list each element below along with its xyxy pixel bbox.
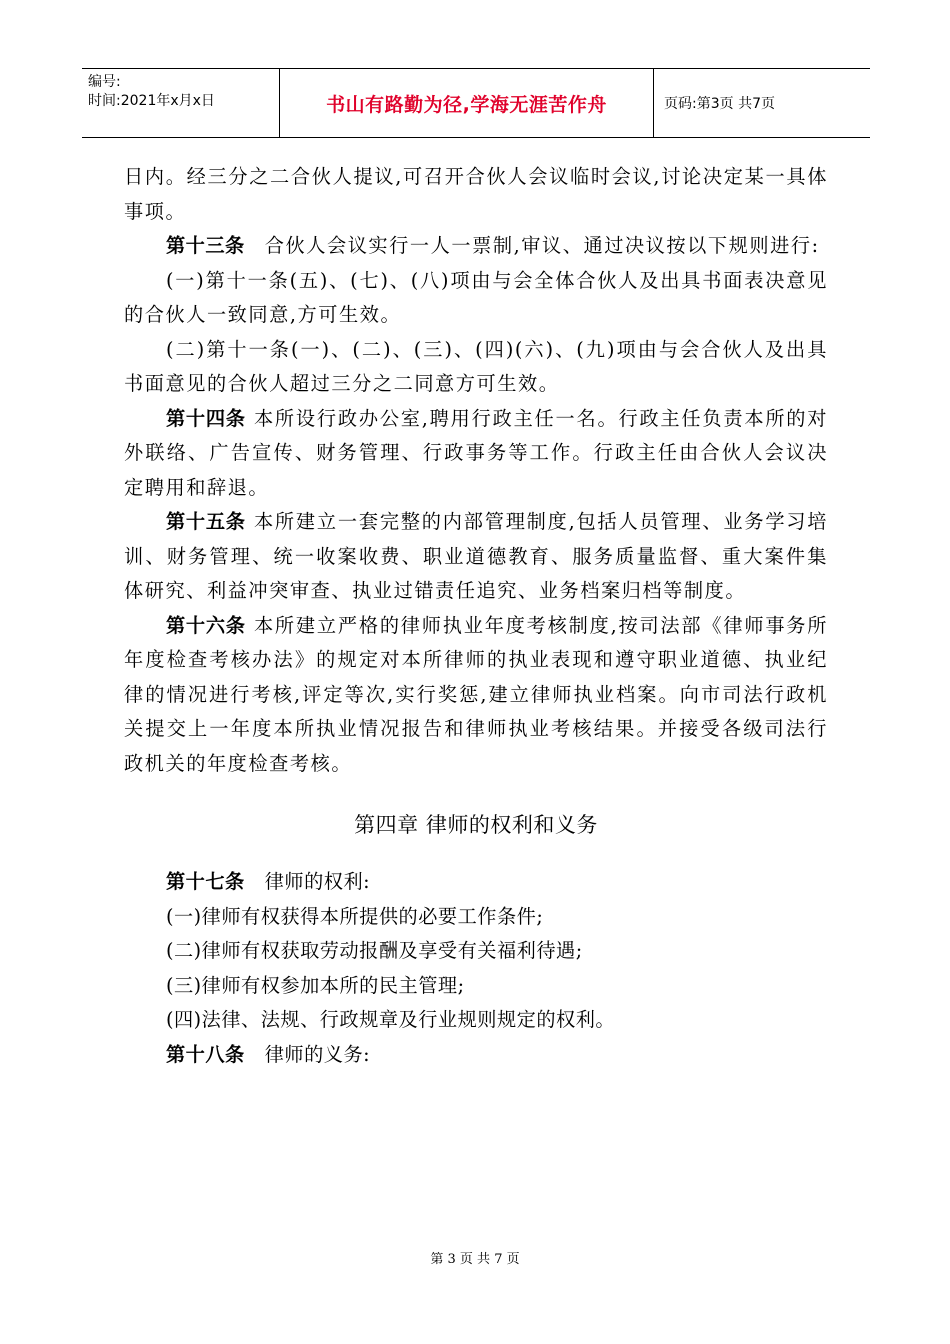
article-13-text: 合伙人会议实行一人一票制,审议、通过决议按以下规则进行:: [264, 234, 820, 257]
page-footer: 第 3 页 共 7 页: [430, 1252, 520, 1267]
article-14-text: 本所设行政办公室,聘用行政主任一名。行政主任负责本所的对外联络、广告宣传、财务管理、行政事务等工作。行政主任由合伙人会议决定聘用和辞退。: [124, 406, 829, 499]
page-code: 页码:第3页 共7页: [664, 96, 775, 112]
article-17-title: 第十七条: [166, 870, 245, 893]
article-15: [124, 505, 828, 609]
article-18-text: 律师的义务:: [264, 1042, 371, 1066]
article-16-title: 第十六条: [166, 613, 246, 637]
header-motto-cell: [280, 69, 654, 137]
article-14: [124, 402, 828, 506]
number-label: 编号:: [88, 74, 121, 90]
article-17: [124, 865, 828, 900]
article-18-title: 第十八条: [166, 1042, 245, 1066]
article-16: [124, 609, 828, 782]
document-body: [124, 160, 828, 1072]
time-label: 时间:2021年x月x日: [88, 93, 215, 109]
chapter-4-heading: 第四章 律师的权利和义务: [354, 813, 598, 837]
article-13-item-2: (二)第十一条(一)、(二)、(三)、(四)(六)、(九)项由与会合伙人及出具书面意见的合伙人超过三分之二同意方可生效。: [124, 337, 828, 395]
article-13: [124, 229, 828, 264]
article-15-text: 本所建立一套完整的内部管理制度,包括人员管理、业务学习培训、财务管理、统一收案收费、职业道德教育、服务质量监督、重大案件集体研究、利益冲突审查、执业过错责任追究、业务档案归档等制度。: [124, 510, 829, 602]
paragraph-continuation: 日内。经三分之二合伙人提议,可召开合伙人会议临时会议,讨论决定某一具体事项。: [124, 165, 828, 223]
article-17-text: 律师的权利:: [264, 870, 371, 893]
article-17-item-2: (二)律师有权获取劳动报酬及享受有关福利待遇;: [166, 939, 583, 962]
motto-text: 书山有路勤为径,学海无涯苦作舟: [326, 93, 607, 116]
header-page-cell: [654, 69, 870, 137]
article-16-text: 本所建立严格的律师执业年度考核制度,按司法部《律师事务所年度检查考核办法》的规定对本所律师的执业表现和遵守职业道德、执业纪律的情况进行考核,评定等次,实行奖惩,建立律师执业档案。向市司法行政机关提交上一年度本所执业情况报告和律师执业考核结果。并接受各级司法行政机关的年度检查考核。: [124, 613, 829, 775]
article-13-title: 第十三条: [166, 234, 245, 257]
article-18: [124, 1038, 828, 1073]
article-17-item-4: (四)法律、法规、行政规章及行业规则规定的权利。: [166, 1008, 616, 1031]
article-13-item-1: (一)第十一条(五)、(七)、(八)项由与会全体合伙人及出具书面表决意见的合伙人一致同意,方可生效。: [124, 268, 828, 326]
article-14-title: 第十四条: [166, 406, 246, 430]
header-left-cell: [82, 69, 280, 137]
document-header: [82, 68, 870, 138]
article-17-item-3: (三)律师有权参加本所的民主管理;: [166, 973, 465, 997]
article-15-title: 第十五条: [166, 510, 246, 533]
article-17-item-1: (一)律师有权获得本所提供的必要工作条件;: [166, 904, 544, 928]
